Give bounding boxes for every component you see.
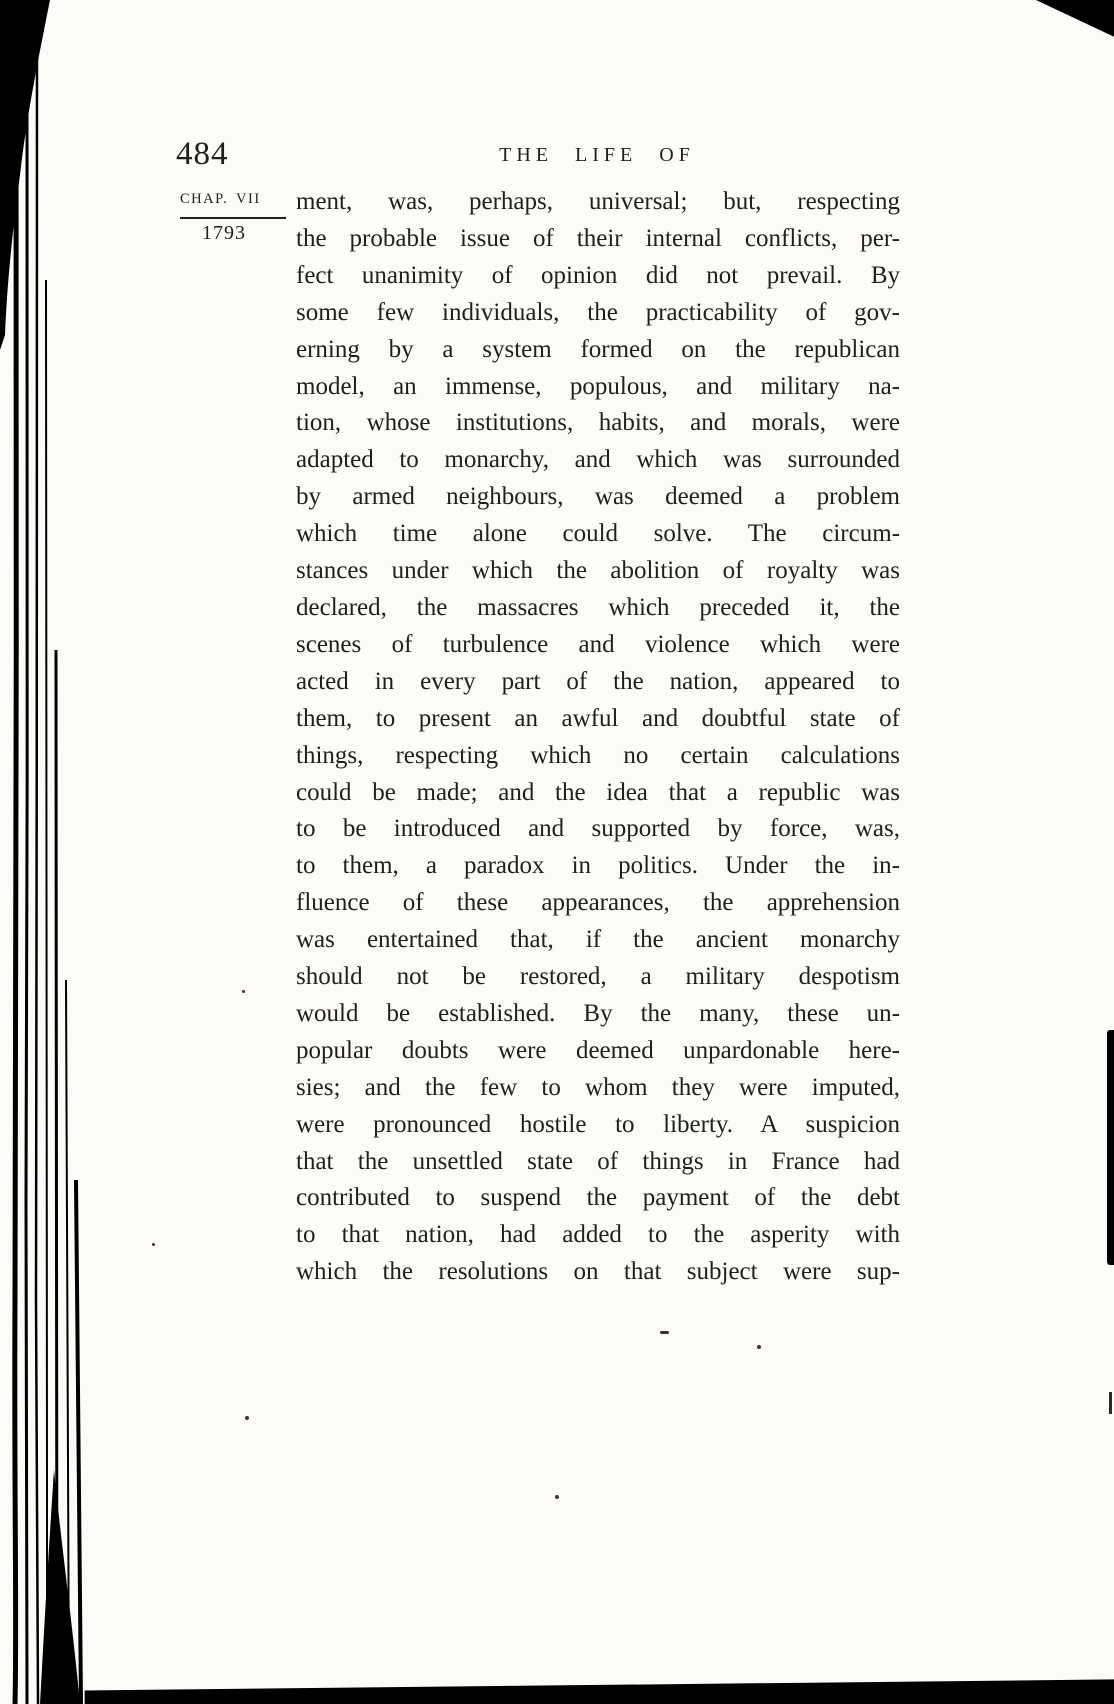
- body-line: them, to present an awful and doubtful state of: [296, 704, 900, 732]
- body-text: [296, 184, 900, 1291]
- body-line: acted in every part of the nation, appeared to: [296, 667, 900, 695]
- margin-rule: [180, 217, 286, 219]
- scan-speck: [152, 1243, 155, 1246]
- scan-speck: [757, 1345, 761, 1349]
- margin-notes: [180, 191, 290, 245]
- scan-speck: [660, 1331, 669, 1334]
- scan-speck: [242, 990, 245, 993]
- body-line: which time alone could solve. The circum-: [296, 520, 900, 548]
- body-line: to them, a paradox in politics. Under the in-: [296, 852, 900, 880]
- body-line: would be established. By the many, these un-: [296, 999, 900, 1027]
- scan-bottom-artifact: [0, 1674, 1114, 1704]
- scan-corner-artifact: [1014, 0, 1114, 40]
- body-line: model, an immense, populous, and military na-: [296, 372, 900, 400]
- body-line: to be introduced and supported by force, was,: [296, 815, 900, 843]
- body-line: erning by a system formed on the republican: [296, 335, 900, 363]
- running-head: THE LIFE OF: [499, 144, 695, 166]
- body-line: scenes of turbulence and violence which were: [296, 630, 900, 658]
- body-line: fect unanimity of opinion did not prevail. By: [296, 261, 900, 289]
- body-line: things, respecting which no certain calculations: [296, 741, 900, 769]
- body-line: were pronounced hostile to liberty. A suspicion: [296, 1110, 900, 1138]
- body-line: some few individuals, the practicability of gov-: [296, 298, 900, 326]
- body-line: popular doubts were deemed unpardonable here-: [296, 1036, 900, 1064]
- chapter-label: CHAP. VII: [180, 191, 261, 207]
- body-line: the probable issue of their internal conflicts, per-: [296, 224, 900, 252]
- body-line: should not be restored, a military despotism: [296, 963, 900, 991]
- body-line: adapted to monarchy, and which was surrounded: [296, 446, 900, 474]
- scan-edge-mark: [1109, 1392, 1112, 1414]
- body-line: ment, was, perhaps, universal; but, respecting: [296, 188, 900, 215]
- scan-speck: [245, 1416, 249, 1420]
- body-line: which the resolutions on that subject were sup-: [296, 1258, 900, 1286]
- body-line: fluence of these appearances, the apprehension: [296, 889, 900, 917]
- body-line: stances under which the abolition of royalty was: [296, 557, 900, 585]
- body-line: could be made; and the idea that a republic was: [296, 778, 900, 806]
- scan-binding-artifact: [0, 0, 110, 1704]
- body-line: by armed neighbours, was deemed a problem: [296, 483, 900, 511]
- page-number: 484: [176, 136, 229, 172]
- year-label: 1793: [202, 222, 246, 244]
- body-line: tion, whose institutions, habits, and morals, were: [296, 409, 900, 437]
- body-line: to that nation, had added to the asperity with: [296, 1221, 900, 1249]
- body-line: was entertained that, if the ancient monarchy: [296, 926, 900, 954]
- body-line: sies; and the few to whom they were imputed,: [296, 1073, 900, 1101]
- body-line: declared, the massacres which preceded it, the: [296, 593, 900, 621]
- body-line: that the unsettled state of things in France had: [296, 1147, 900, 1175]
- body-line: contributed to suspend the payment of the debt: [296, 1184, 900, 1212]
- scan-speck: [555, 1495, 559, 1499]
- scan-edge-artifact: [1107, 1030, 1114, 1265]
